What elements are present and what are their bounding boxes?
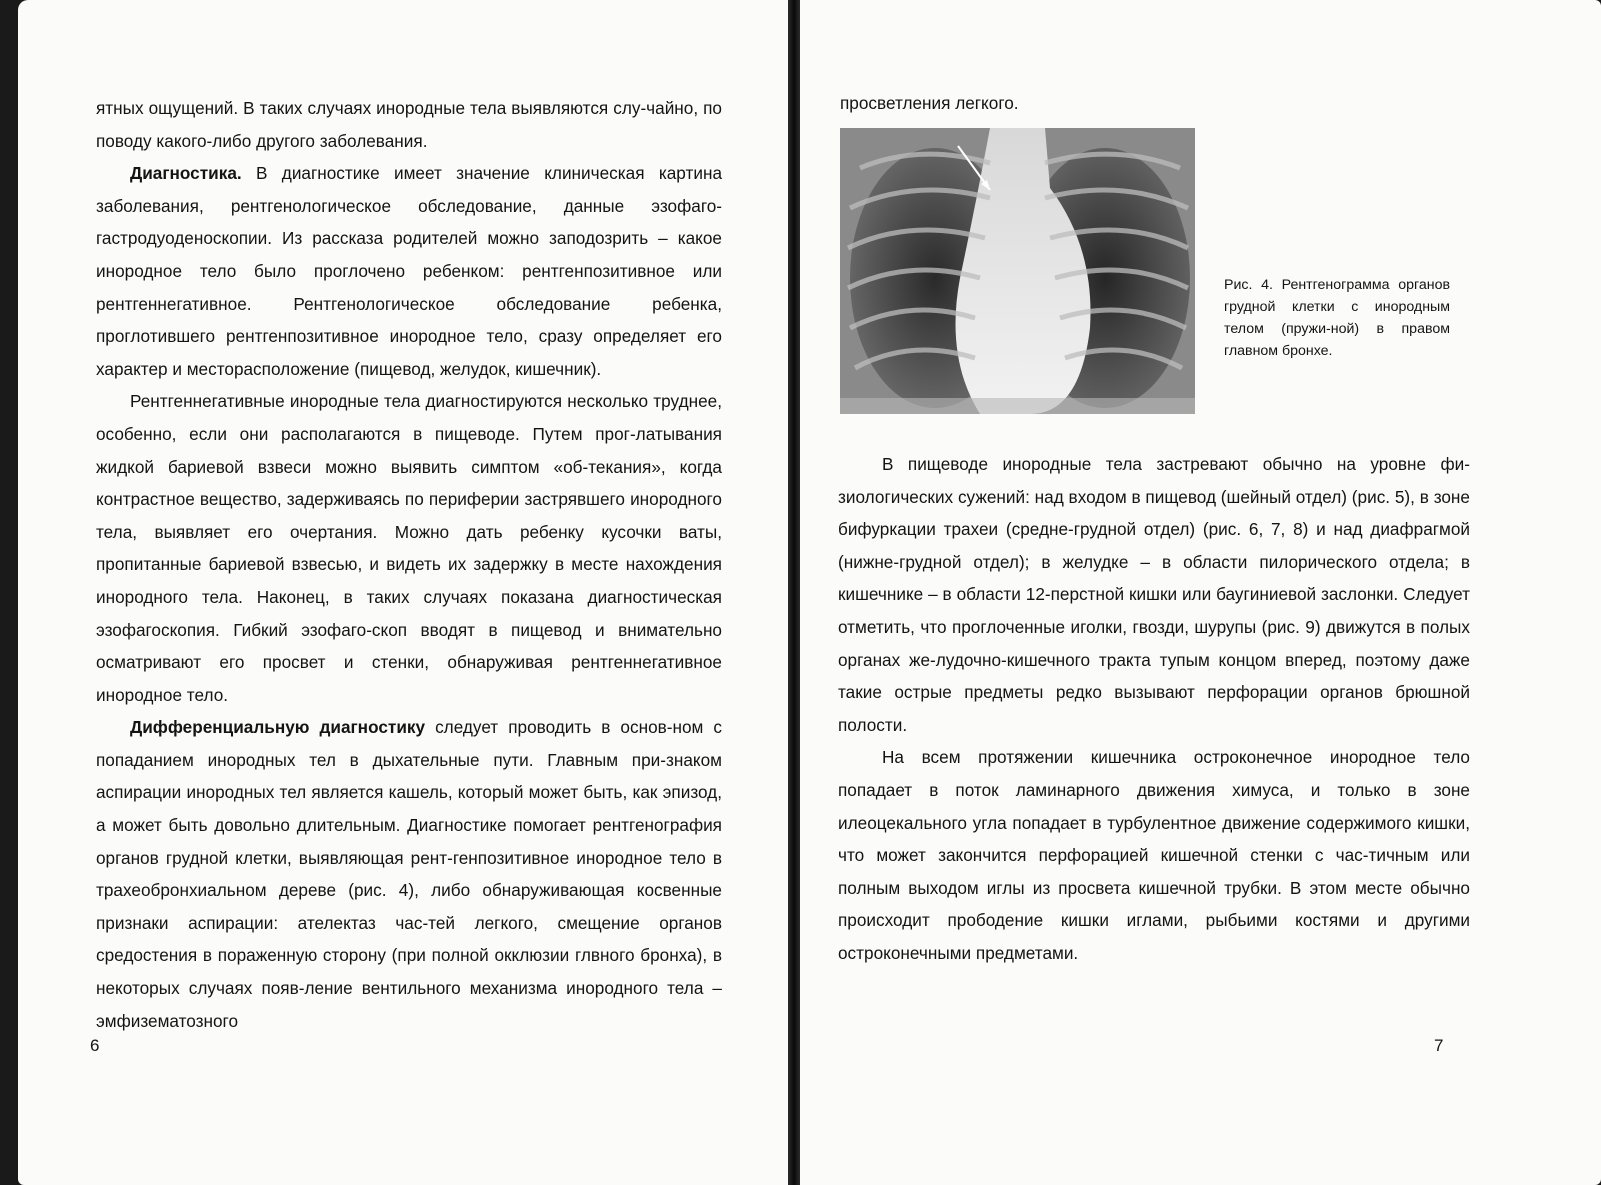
- paragraph: [96, 157, 722, 385]
- paragraph-text: В диагностике имеет значение клиническая картина заболевания, рентгенологическое обследование, данные эзофаго-гастродуоденоскопии. Из рассказа родителей можно заподозрить – какое инородное тело было проглочено ребенком: рентгенпозитивное или рентгеннегативное. Рентгенологическое обследование ребенка, проглотившего рентгенпозитивное инородное тело, сразу определяет его характер и месторасположение (пищевод, желудок, кишечник).: [96, 163, 722, 379]
- chest-xray-image: [840, 128, 1195, 414]
- continuation-line: просветления легкого.: [840, 93, 1019, 113]
- figure-caption: Рис. 4. Рентгенограмма органов грудной клетки с инородным телом (пружи-ной) в правом главном бронхе.: [1224, 277, 1450, 359]
- book-gutter: [788, 0, 800, 1185]
- right-page: [800, 0, 1601, 1185]
- left-page: [18, 0, 788, 1185]
- paragraph: [96, 385, 722, 711]
- paragraph-text: следует проводить в основ-ном с попаданием инородных тел в дыхательные пути. Главным при-знаком аспирации инородных тел является кашель, который может быть, как эпизод, а может быть довольно длительным. Диагностике помогает рентгенография органов грудной клетки, выявляющая рент-генпозитивное инородное тело в трахеобронхиальном дереве (рис. 4), либо обнаруживающая косвенные признаки аспирации: ателектаз час-тей легкого, смещение органов средостения в пораженную сторону (при полной окклюзии глвного бронха), в некоторых случаях появ-ление вентильного механизма инородного тела – эмфизематозного: [96, 717, 722, 1031]
- page-number: 7: [1434, 1036, 1444, 1055]
- paragraph-text: ятных ощущений. В таких случаях инородные тела выявляются слу-чайно, по поводу какого-либо другого заболевания.: [96, 98, 722, 151]
- xray-illustration: [840, 128, 1195, 414]
- paragraph: [96, 92, 722, 157]
- paragraph-lead: Диагностика.: [130, 163, 242, 184]
- page-number: 6: [90, 1036, 100, 1055]
- right-text-block: [838, 448, 1470, 970]
- paragraph-text: Рентгеннегативные инородные тела диагностируются несколько труднее, особенно, если они располагаются в пищеводе. Путем прог-латывания жидкой бариевой взвеси можно выявить симптом «об-текания», когда контрастное вещество, задерживаясь по периферии застрявшего инородного тела, выявляет его очертания. Можно дать ребенку кусочки ваты, пропитанные бариевой взвесью, и видеть их задержку в месте нахождения инородного тела. Наконец, в таких случаях показана диагностическая эзофагоскопия. Гибкий эзофаго-скоп вводят в пищевод и внимательно осматривают его просвет и стенки, обнаруживая рентгеннегативное инородное тело.: [96, 391, 722, 705]
- paragraph: [96, 711, 722, 1037]
- paragraph: В пищеводе инородные тела застревают обычно на уровне фи-зиологических сужений: над входом в пищевод (шейный отдел) (рис. 5), в зоне бифуркации трахеи (средне-грудной отдел) (рис. 6, 7, 8) и над диафрагмой (нижне-грудной отдел); в желудке – в области пилорического отдела; в кишечнике – в области 12-перстной кишки или баугиниевой заслонки. Следует отметить, что проглоченные иголки, гвозди, шурупы (рис. 9) движутся в полых органах же-лудочно-кишечного тракта тупым концом вперед, поэтому даже такие острые предметы редко вызывают перфорации органов брюшной полости.: [838, 454, 1470, 735]
- paragraph: На всем протяжении кишечника остроконечное инородное тело попадает в поток ламинарного движения химуса, и только в зоне илеоцекального угла попадает в турбулентное движение содержимого кишки, что может закончится перфорацией кишечной стенки с час-тичным или полным выходом иглы из просвета кишечной трубки. В этом месте обычно происходит прободение кишки иглами, рыбьими костями и другими остроконечными предметами.: [838, 747, 1470, 963]
- left-text-block: [96, 92, 722, 1037]
- paragraph-lead: Дифференциальную диагностику: [130, 717, 426, 738]
